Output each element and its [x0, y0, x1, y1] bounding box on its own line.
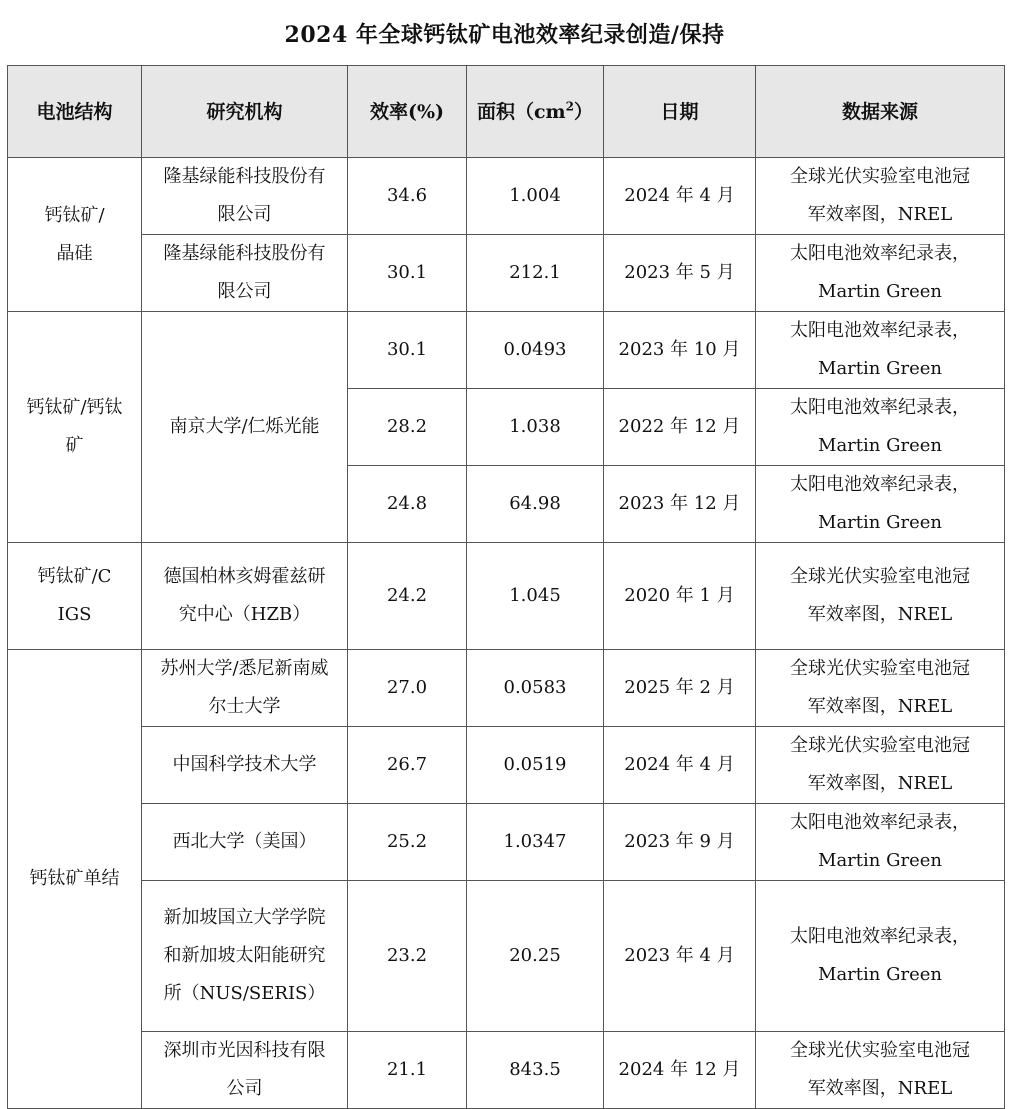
institution-cell: 南京大学/仁烁光能 [142, 312, 348, 543]
page-title: 2024 年全球钙钛矿电池效率纪录创造/保持 [284, 22, 725, 48]
institution-cell: 中国科学技术大学 [142, 727, 348, 804]
source-cell: 太阳电池效率纪录表， Martin Green [756, 804, 1005, 881]
source-cell: 全球光伏实验室电池冠 军效率图，NREL [756, 543, 1005, 650]
area-cell: 1.0347 [467, 804, 604, 881]
date-cell: 2025 年 2 月 [604, 650, 756, 727]
table-row [8, 1032, 1005, 1109]
table-row [8, 804, 1005, 881]
efficiency-cell: 30.1 [348, 235, 467, 312]
structure-cell: 钙钛矿/CIGS [8, 543, 142, 650]
source-cell: 太阳电池效率纪录表， Martin Green [756, 881, 1005, 1032]
structure-cell: 钙钛矿单结 [8, 650, 142, 1109]
area-cell: 0.0493 [467, 312, 604, 389]
structure-cell: 钙钛矿/晶硅 [8, 158, 142, 312]
table-row [8, 543, 1005, 650]
header-row [8, 66, 1005, 158]
structure-cell: 钙钛矿/钙钛矿 [8, 312, 142, 543]
header-date: 日期 [604, 66, 756, 158]
date-cell: 2023 年 5 月 [604, 235, 756, 312]
header-source: 数据来源 [756, 66, 1005, 158]
header-structure: 电池结构 [8, 66, 142, 158]
institution-cell: 深圳市光因科技有限公司 [142, 1032, 348, 1109]
source-cell: 全球光伏实验室电池冠 军效率图，NREL [756, 1032, 1005, 1109]
area-cell: 20.25 [467, 881, 604, 1032]
table-row [8, 235, 1005, 312]
efficiency-cell: 26.7 [348, 727, 467, 804]
institution-cell: 新加坡国立大学学院和新加坡太阳能研究所（NUS/SERIS） [142, 881, 348, 1032]
source-cell: 太阳电池效率纪录表， Martin Green [756, 389, 1005, 466]
table-row [8, 881, 1005, 1032]
header-efficiency: 效率(%) [348, 66, 467, 158]
date-cell: 2024 年 4 月 [604, 727, 756, 804]
date-cell: 2024 年 12 月 [604, 1032, 756, 1109]
area-cell: 0.0519 [467, 727, 604, 804]
table-row [8, 727, 1005, 804]
source-cell: 全球光伏实验室电池冠 军效率图，NREL [756, 650, 1005, 727]
efficiency-cell: 21.1 [348, 1032, 467, 1109]
source-cell: 太阳电池效率纪录表， Martin Green [756, 312, 1005, 389]
date-cell: 2023 年 4 月 [604, 881, 756, 1032]
institution-cell: 隆基绿能科技股份有限公司 [142, 158, 348, 235]
efficiency-cell: 25.2 [348, 804, 467, 881]
institution-cell: 苏州大学/悉尼新南威尔士大学 [142, 650, 348, 727]
date-cell: 2024 年 4 月 [604, 158, 756, 235]
area-cell: 64.98 [467, 466, 604, 543]
table-row [8, 312, 1005, 389]
area-cell: 0.0583 [467, 650, 604, 727]
source-cell: 全球光伏实验室电池冠 军效率图，NREL [756, 727, 1005, 804]
date-cell: 2022 年 12 月 [604, 389, 756, 466]
header-area: 面积$(cm^2)$ [467, 66, 604, 158]
source-cell: 全球光伏实验室电池冠 军效率图，NREL [756, 158, 1005, 235]
source-cell: 太阳电池效率纪录表， Martin Green [756, 235, 1005, 312]
efficiency-record-table [7, 65, 1005, 1109]
table-row [8, 158, 1005, 235]
institution-cell: 西北大学（美国） [142, 804, 348, 881]
area-cell: 1.045 [467, 543, 604, 650]
efficiency-cell: 27.0 [348, 650, 467, 727]
area-cell: 1.004 [467, 158, 604, 235]
date-cell: 2023 年 12 月 [604, 466, 756, 543]
efficiency-cell: 24.8 [348, 466, 467, 543]
efficiency-cell: 23.2 [348, 881, 467, 1032]
source-cell: 太阳电池效率纪录表， Martin Green [756, 466, 1005, 543]
date-cell: 2020 年 1 月 [604, 543, 756, 650]
efficiency-cell: 24.2 [348, 543, 467, 650]
efficiency-cell: 34.6 [348, 158, 467, 235]
institution-cell: 德国柏林亥姆霍兹研究中心（HZB） [142, 543, 348, 650]
area-cell: 212.1 [467, 235, 604, 312]
institution-cell: 隆基绿能科技股份有限公司 [142, 235, 348, 312]
efficiency-cell: 30.1 [348, 312, 467, 389]
table-row [8, 650, 1005, 727]
header-institution: 研究机构 [142, 66, 348, 158]
date-cell: 2023 年 10 月 [604, 312, 756, 389]
area-cell: 1.038 [467, 389, 604, 466]
area-cell: 843.5 [467, 1032, 604, 1109]
efficiency-cell: 28.2 [348, 389, 467, 466]
date-cell: 2023 年 9 月 [604, 804, 756, 881]
